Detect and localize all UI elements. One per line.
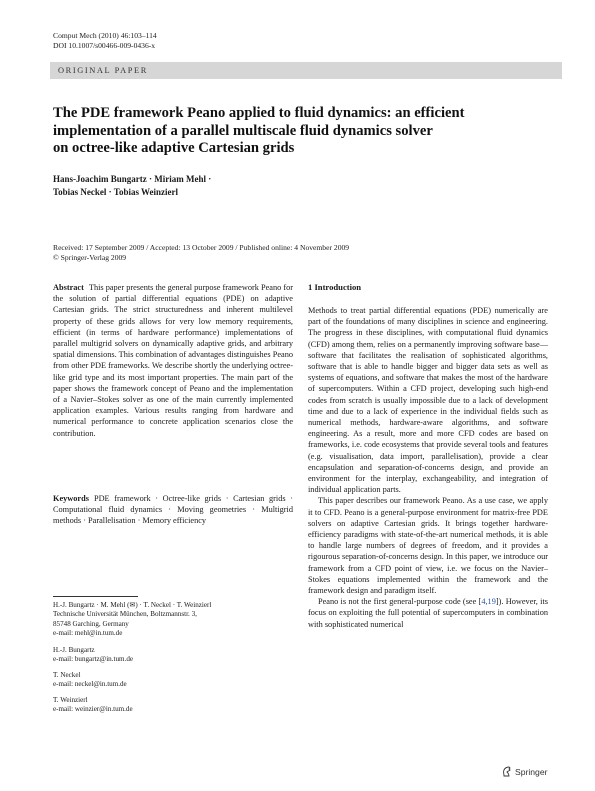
paragraph-text: Peano is not the first general-purpose code (see [ <box>318 597 482 607</box>
citation-link[interactable]: 4,19 <box>481 597 496 607</box>
paragraph-text: ]). However, its focus on exploiting the full potential of supercomputers in combination with sophisticated numerical <box>308 597 548 629</box>
abstract-text: This paper presents the general purpose framework Peano for the solution of partial differential equations (PDE) on adaptive Cartesian grids. The strict structuredness and inherent multilevel property of these grids allows for very low memory requirements, efficient (in terms of hardware performance) implementations of parallel multigrid solvers on dynamically adaptive grids, and arbitrary spatial dimensions. This combination of advantages distinguishes Peano from other PDE frameworks. We describe shortly the underlying octree-like grid type and its most important properties. The main part of the paper shows the framework concept of Peano and the implementation of a Navier–Stokes solver as one of the main currently implemented application examples. Various results ranging from hardware and numerical performance to concrete application scenarios close the contribution. <box>53 283 293 438</box>
email-link[interactable]: e-mail: weinzier@in.tum.de <box>53 705 133 714</box>
affiliation-line: Technische Universität München, Boltzmannstr. 3, <box>53 610 197 619</box>
article-type-banner: ORIGINAL PAPER <box>50 62 562 79</box>
paragraph <box>308 596 548 630</box>
affiliation-block <box>53 696 133 715</box>
paragraph: This paper describes our framework Peano. As a use case, we apply it to CFD. Peano is a general-purpose environment for matrix-free PDE solvers on adaptive Cartesian grids. It brings together hardware-efficiency paradigms with state-of-the-art numerical methods, it is able to handle large numbers of degrees of freedom, and it provides a rigourous separation-of-concerns design. In this paper, we introduce our framework from a CFD point of view, i.e. we focus on the Navier–Stokes equations implemented within the framework and the framework design and paradigm itself. <box>308 496 548 596</box>
authors-line: Tobias Neckel · Tobias Weinzierl <box>53 187 179 197</box>
springer-horse-icon <box>502 766 512 777</box>
authors-line: Hans-Joachim Bungartz · Miriam Mehl · <box>53 174 212 184</box>
copyright-line: © Springer-Verlag 2009 <box>53 253 127 262</box>
history-dates: Received: 17 September 2009 / Accepted: 13 October 2009 / Published online: 4 November 2009 <box>53 243 350 252</box>
abstract <box>53 282 293 439</box>
keywords-label: Keywords <box>53 494 89 503</box>
title-line: implementation of a parallel multiscale fluid dynamics solver <box>53 122 433 139</box>
section-heading: 1 Introduction <box>308 282 362 292</box>
affiliation-block <box>53 646 133 665</box>
email-link[interactable]: e-mail: neckel@in.tum.de <box>53 680 127 689</box>
email-link[interactable]: e-mail: mehl@in.tum.de <box>53 628 123 637</box>
paper-title <box>53 105 553 158</box>
journal-citation: Comput Mech (2010) 46:103–114 <box>53 31 157 40</box>
title-line: The PDE framework Peano applied to fluid dynamics: an efficient <box>53 105 465 121</box>
keywords <box>53 493 293 527</box>
affiliation-block <box>53 671 127 690</box>
abstract-label: Abstract <box>53 283 84 292</box>
affiliation-line: 85748 Garching, Germany <box>53 619 129 628</box>
affiliation-line: H.-J. Bungartz · M. Mehl (✉) · T. Neckel · T. Weinzierl <box>53 601 212 609</box>
footnote-divider <box>53 596 138 597</box>
title-line: on octree-like adaptive Cartesian grids <box>53 140 295 156</box>
keywords-text: PDE framework · Octree-like grids · Cartesian grids · Computational fluid dynamics · Moving geometries · Multigrid methods · Parallelisation · Memory efficiency <box>53 494 293 526</box>
affiliation-name: T. Weinzierl <box>53 696 88 704</box>
affiliation-block <box>53 601 211 638</box>
doi-link[interactable]: DOI 10.1007/s00466-009-0436-x <box>53 41 156 50</box>
affiliation-name: H.-J. Bungartz <box>53 646 95 654</box>
journal-info <box>53 31 157 51</box>
email-link[interactable]: e-mail: bungartz@in.tum.de <box>53 655 134 664</box>
affiliation-name: T. Neckel <box>53 671 81 679</box>
publisher-logo <box>502 766 547 777</box>
paragraph: Methods to treat partial differential equations (PDE) numerically are part of the foundations of many disciplines in science and engineering. The progress in these disciplines, with computational fluid dynamics (CFD) among them, relies on a permanently improving software base—software that facilitates the realisation of sophisticated algorithms, software that is able to handle bigger and bigger data sets as well as systems of equations, and software that makes the most of the hardware of supercomputers. Within a CFD project, developing such high-end codes from scratch is usually impossible due to a lack of development time and due to a lack of experience in the individual fields such as numerical methods, hardware-aware algorithms, and software engineering. As a result, more and more CFD codes are based on frameworks, i.e. code ecosystems that provide several tools and features (e.g. visualisation, data import, parallelisation), provide a clear encapsulation and separation-of-concerns design, and provide an environment for the interplay, exchangeability, and integration of individual application parts. <box>308 306 548 495</box>
author-list <box>53 173 211 199</box>
introduction-body <box>308 305 548 630</box>
publication-dates <box>53 243 349 263</box>
publisher-name: Springer <box>515 766 548 777</box>
